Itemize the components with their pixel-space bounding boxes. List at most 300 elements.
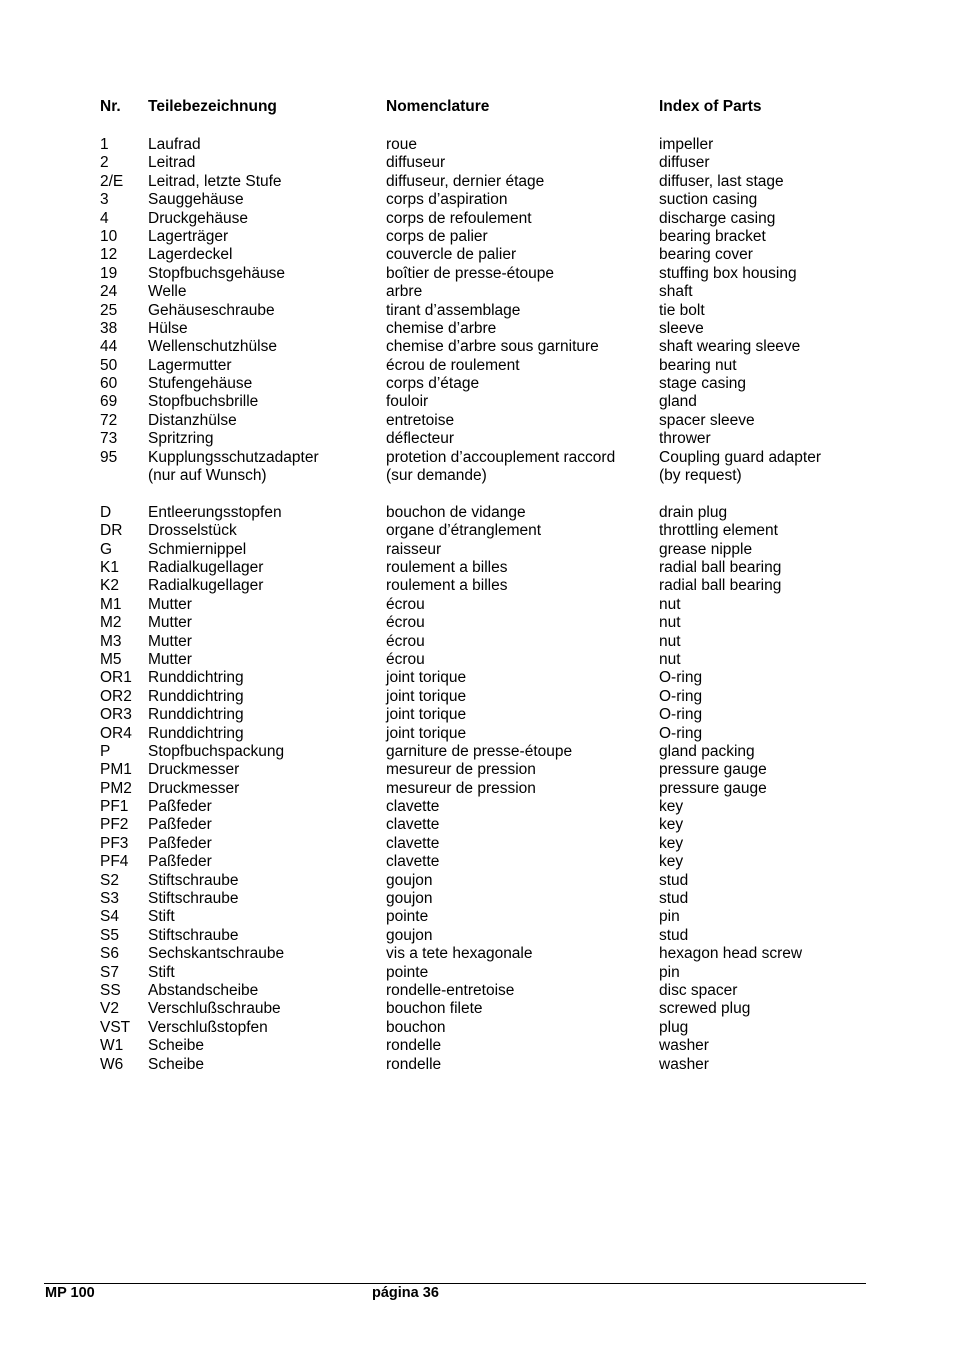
french-name-text: diffuseur (386, 154, 446, 172)
part-number (100, 853, 128, 871)
german-name-text: Paßfeder (148, 798, 212, 816)
part-number (100, 1056, 123, 1074)
english-name (659, 982, 737, 1000)
english-name-text: nut (659, 614, 681, 632)
french-name-text: raisseur (386, 540, 442, 558)
english-name (659, 1000, 750, 1018)
part-number-text: P (100, 742, 111, 760)
french-name (386, 927, 433, 945)
german-name-text: Schmiernippel (148, 540, 247, 558)
french-name-text: clavette (386, 816, 440, 834)
footer-page-number: página 36 (372, 1285, 439, 1301)
english-name-text: washer (659, 1055, 709, 1073)
part-number-text: 73 (100, 430, 118, 448)
german-name (148, 504, 282, 522)
german-name (148, 559, 263, 577)
french-name (386, 798, 439, 816)
french-name-text: écrou (386, 632, 425, 650)
german-name-text: Mutter (148, 632, 192, 650)
french-name-text: boîtier de presse-étoupe (386, 264, 555, 282)
english-name-note: (by request) (659, 467, 742, 485)
english-name-text: O-ring (659, 724, 703, 742)
german-name-text: Spritzring (148, 430, 214, 448)
english-name (659, 504, 727, 522)
english-name (659, 927, 688, 945)
part-number-text: 10 (100, 227, 118, 245)
english-name (659, 154, 710, 172)
english-name-text: nut (659, 650, 681, 668)
german-name (148, 761, 239, 779)
part-number (100, 357, 117, 375)
part-number-text: PF1 (100, 798, 129, 816)
english-name-text: shaft wearing sleeve (659, 338, 801, 356)
german-name (148, 1037, 204, 1055)
german-name-text: Gehäuseschraube (148, 301, 275, 319)
english-name (659, 191, 757, 209)
english-name-text: stud (659, 871, 689, 889)
table-row (0, 577, 954, 595)
english-name (659, 835, 683, 853)
german-name (148, 246, 232, 264)
part-number-text: S6 (100, 945, 119, 963)
german-name (148, 302, 275, 320)
german-name-text: Lagermutter (148, 356, 232, 374)
part-number (100, 798, 128, 816)
english-name-text: sleeve (659, 319, 704, 337)
header-german: Teilebezeichnung (148, 98, 277, 115)
french-name (386, 816, 439, 834)
table-row (0, 338, 954, 356)
french-name (386, 1019, 445, 1037)
part-number (100, 669, 132, 687)
german-name (148, 706, 244, 724)
english-name-text: impeller (659, 136, 714, 153)
part-number (100, 283, 117, 301)
part-number (100, 1037, 123, 1055)
german-name-text: Radialkugellager (148, 577, 264, 595)
english-name-text: pressure gauge (659, 779, 767, 797)
part-number (100, 743, 110, 761)
english-name-text: pressure gauge (659, 761, 767, 779)
part-number (100, 651, 122, 669)
english-name (659, 430, 711, 448)
german-name-text: Stufengehäuse (148, 375, 253, 393)
german-name-text: Runddichtring (148, 706, 244, 724)
german-name-text: Distanzhülse (148, 411, 237, 429)
french-name-text: garniture de presse-étoupe (386, 742, 573, 760)
french-name-text: fouloir (386, 393, 429, 411)
french-name (386, 982, 514, 1000)
english-name-text: key (659, 798, 684, 816)
english-name (659, 173, 784, 191)
table-row (0, 265, 954, 283)
german-name-text: Druckgehäuse (148, 209, 248, 227)
table-row (0, 872, 954, 890)
table-row (0, 853, 954, 871)
table-row (0, 890, 954, 908)
french-name-text: roulement a billes (386, 577, 508, 595)
french-name-text: roue (386, 136, 418, 153)
german-name-note: (nur auf Wunsch) (148, 467, 267, 485)
english-name-text: diffuser, last stage (659, 172, 784, 190)
part-number (100, 816, 128, 834)
english-name-text: stud (659, 890, 689, 908)
german-name-text: Stopfbuchsgehäuse (148, 264, 286, 282)
english-name-text: bearing bracket (659, 227, 766, 245)
english-name-text: gland packing (659, 742, 755, 760)
french-name (386, 228, 488, 246)
french-name (386, 596, 425, 614)
german-name-text: Sechskantschraube (148, 945, 285, 963)
table-row (0, 1019, 954, 1037)
table-row (0, 412, 954, 430)
german-name-text: Drosselstück (148, 522, 237, 540)
german-name-text: Sauggehäuse (148, 191, 244, 209)
german-name (148, 1056, 204, 1074)
german-name (148, 743, 284, 761)
german-name (148, 725, 244, 743)
table-row (0, 522, 954, 540)
table-row (0, 173, 954, 191)
part-number-text: 95 (100, 448, 118, 466)
part-number-text: 2 (100, 154, 109, 172)
table-row (0, 964, 954, 982)
french-name (386, 559, 507, 577)
english-name (659, 761, 767, 779)
german-name-text: Paßfeder (148, 816, 212, 834)
german-name (148, 393, 258, 411)
german-name-text: Stiftschraube (148, 871, 239, 889)
french-name (386, 651, 425, 669)
german-name-text: Mutter (148, 595, 192, 613)
table-row (0, 1056, 954, 1074)
part-number-text: M3 (100, 632, 122, 650)
french-name-text: corps de refoulement (386, 209, 532, 227)
part-number (100, 154, 109, 172)
german-name (148, 853, 212, 871)
table-row (0, 228, 954, 246)
german-name (148, 651, 192, 669)
part-number-text: 50 (100, 356, 118, 374)
table-row (0, 154, 954, 172)
part-number-text: 19 (100, 264, 118, 282)
english-name (659, 136, 713, 154)
french-name (386, 669, 466, 687)
german-name (148, 945, 284, 963)
part-number (100, 633, 122, 651)
english-name-text: nut (659, 595, 681, 613)
french-name-text: écrou (386, 650, 425, 668)
part-number (100, 559, 119, 577)
table-row (0, 430, 954, 448)
part-number-text: S7 (100, 963, 119, 981)
part-number-text: 69 (100, 393, 118, 411)
part-number (100, 265, 117, 283)
german-name-text: Mutter (148, 650, 192, 668)
german-name (148, 154, 195, 172)
table-row (0, 633, 954, 651)
english-name-text: suction casing (659, 191, 758, 209)
german-name (148, 1019, 268, 1037)
french-name-text: écrou de roulement (386, 356, 520, 374)
german-name-text: Paßfeder (148, 834, 212, 852)
part-number (100, 688, 132, 706)
english-name-text: Coupling guard adapter (659, 448, 822, 466)
english-name-text: grease nipple (659, 540, 753, 558)
french-name (386, 1056, 441, 1074)
french-name (386, 283, 422, 301)
part-number (100, 449, 117, 467)
german-name (148, 669, 244, 687)
german-name-text: Runddichtring (148, 724, 244, 742)
table-row (0, 393, 954, 411)
part-number-text: 24 (100, 283, 118, 301)
english-name (659, 614, 681, 632)
table-row (0, 761, 954, 779)
table-row (0, 283, 954, 301)
french-name (386, 541, 441, 559)
english-name (659, 945, 802, 963)
part-number (100, 393, 117, 411)
french-name-text: goujon (386, 926, 433, 944)
english-name-text: thrower (659, 430, 711, 448)
table-row (0, 688, 954, 706)
german-name-text: Lagerdeckel (148, 246, 233, 264)
english-name-text: hexagon head screw (659, 945, 803, 963)
part-number (100, 945, 119, 963)
french-name (386, 890, 433, 908)
german-name (148, 982, 258, 1000)
german-name (148, 430, 213, 448)
german-name-text: Paßfeder (148, 853, 212, 871)
part-number (100, 761, 132, 779)
header-french: Nomenclature (386, 98, 490, 115)
german-name-text: Laufrad (148, 136, 201, 153)
english-name (659, 780, 767, 798)
german-name-text: Entleerungsstopfen (148, 503, 282, 521)
french-name-text: joint torique (386, 724, 467, 742)
header-english: Index of Parts (659, 98, 762, 115)
french-name (386, 725, 466, 743)
french-name (386, 265, 554, 283)
part-number (100, 964, 119, 982)
english-name-text: key (659, 816, 684, 834)
french-name-text: goujon (386, 871, 433, 889)
part-number (100, 302, 117, 320)
french-name (386, 614, 425, 632)
german-name-text: Druckmesser (148, 779, 240, 797)
part-number-text: S4 (100, 908, 119, 926)
french-name-text: écrou (386, 595, 425, 613)
german-name (148, 835, 212, 853)
french-name (386, 908, 428, 926)
french-name-text: entretoise (386, 411, 455, 429)
part-number-text: 1 (100, 136, 109, 153)
part-number (100, 596, 122, 614)
english-name (659, 964, 680, 982)
english-name (659, 449, 821, 486)
french-name (386, 1000, 483, 1018)
german-name (148, 927, 238, 945)
french-name (386, 853, 439, 871)
french-name-note: (sur demande) (386, 467, 487, 485)
part-number-text: 12 (100, 246, 118, 264)
table-row (0, 191, 954, 209)
german-name-text: Stiftschraube (148, 926, 239, 944)
part-number-text: D (100, 503, 112, 521)
german-name (148, 908, 175, 926)
german-name (148, 633, 192, 651)
part-number-text: PF4 (100, 853, 129, 871)
french-name-text: chemise d’arbre sous garniture (386, 338, 599, 356)
english-name (659, 706, 702, 724)
part-number (100, 577, 119, 595)
part-number (100, 725, 132, 743)
french-name-text: mesureur de pression (386, 761, 536, 779)
part-number-text: G (100, 540, 113, 558)
table-row (0, 136, 954, 154)
french-name-text: mesureur de pression (386, 779, 536, 797)
english-name-text: nut (659, 632, 681, 650)
french-name-text: arbre (386, 283, 423, 301)
table-row (0, 669, 954, 687)
table-header (0, 98, 954, 118)
table-row (0, 927, 954, 945)
french-name-text: protetion d’accouplement raccord (386, 448, 616, 466)
german-name (148, 872, 238, 890)
french-name (386, 743, 572, 761)
german-name (148, 357, 232, 375)
part-number (100, 173, 123, 191)
french-name (386, 357, 520, 375)
english-name (659, 1037, 709, 1055)
part-number-text: 2/E (100, 172, 124, 190)
french-name (386, 872, 433, 890)
table-row (0, 1037, 954, 1055)
part-number (100, 835, 128, 853)
part-number-text: 72 (100, 411, 118, 429)
french-name (386, 320, 496, 338)
english-name-text: discharge casing (659, 209, 776, 227)
german-name-text: Verschlußstopfen (148, 1018, 268, 1036)
german-name (148, 688, 244, 706)
table-row (0, 302, 954, 320)
table-row (0, 596, 954, 614)
french-name-text: roulement a billes (386, 559, 508, 576)
part-number (100, 1019, 130, 1037)
french-name-text: rondelle (386, 1055, 442, 1073)
french-name (386, 191, 507, 209)
german-name (148, 320, 188, 338)
english-name (659, 1056, 709, 1074)
english-name-text: shaft (659, 283, 693, 301)
german-name (148, 136, 201, 154)
part-number-text: S5 (100, 926, 119, 944)
english-name (659, 743, 755, 761)
french-name-text: clavette (386, 834, 440, 852)
french-name-text: couvercle de palier (386, 246, 517, 264)
english-name-text: gland (659, 393, 697, 411)
table-row (0, 210, 954, 228)
german-name (148, 798, 212, 816)
part-number-text: K2 (100, 577, 119, 595)
english-name (659, 210, 775, 228)
table-row (0, 559, 954, 577)
french-name-text: pointe (386, 963, 429, 981)
german-name-text: Scheibe (148, 1055, 205, 1073)
part-number (100, 872, 119, 890)
table-row (0, 357, 954, 375)
part-number (100, 136, 109, 154)
part-number (100, 890, 119, 908)
french-name (386, 393, 428, 411)
french-name-text: pointe (386, 908, 429, 926)
part-number (100, 210, 109, 228)
french-name-text: corps d’étage (386, 375, 480, 393)
parts-group (0, 136, 954, 485)
part-number (100, 430, 117, 448)
german-name-text: Wellenschutzhülse (148, 338, 277, 356)
part-number (100, 246, 117, 264)
header-nr: Nr. (100, 98, 121, 115)
german-name (148, 964, 175, 982)
german-name-text: Stift (148, 963, 175, 981)
part-number (100, 780, 132, 798)
french-name-text: déflecteur (386, 430, 455, 448)
english-name-text: key (659, 853, 684, 871)
english-name (659, 890, 688, 908)
french-name (386, 688, 466, 706)
english-name-text: radial ball bearing (659, 577, 782, 595)
german-name (148, 780, 239, 798)
part-number-text: M5 (100, 650, 122, 668)
german-name-text: Stift (148, 908, 175, 926)
german-name-text: Lagerträger (148, 227, 229, 245)
german-name (148, 283, 186, 301)
english-name (659, 541, 752, 559)
english-name-text: key (659, 834, 684, 852)
german-name (148, 412, 237, 430)
table-row (0, 908, 954, 926)
table-row (0, 835, 954, 853)
part-number-text: W1 (100, 1037, 124, 1055)
german-name-text: Druckmesser (148, 761, 240, 779)
part-number-text: 38 (100, 319, 118, 337)
german-name (148, 522, 237, 540)
part-number (100, 191, 109, 209)
french-name-text: vis a tete hexagonale (386, 945, 533, 963)
french-name-text: clavette (386, 853, 440, 871)
table-row (0, 725, 954, 743)
part-number (100, 908, 119, 926)
parts-group (0, 504, 954, 1074)
footer-model: MP 100 (45, 1285, 95, 1301)
part-number-text: 25 (100, 301, 118, 319)
table-row (0, 706, 954, 724)
english-name-text: spacer sleeve (659, 411, 755, 429)
english-name-text: bearing nut (659, 356, 737, 374)
english-name (659, 338, 800, 356)
french-name (386, 338, 599, 356)
part-number-text: S3 (100, 890, 119, 908)
english-name (659, 725, 702, 743)
french-name (386, 964, 428, 982)
english-name-text: pin (659, 963, 680, 981)
part-number (100, 927, 119, 945)
part-number-text: OR2 (100, 687, 132, 705)
english-name-text: throttling element (659, 522, 778, 540)
english-name (659, 872, 688, 890)
